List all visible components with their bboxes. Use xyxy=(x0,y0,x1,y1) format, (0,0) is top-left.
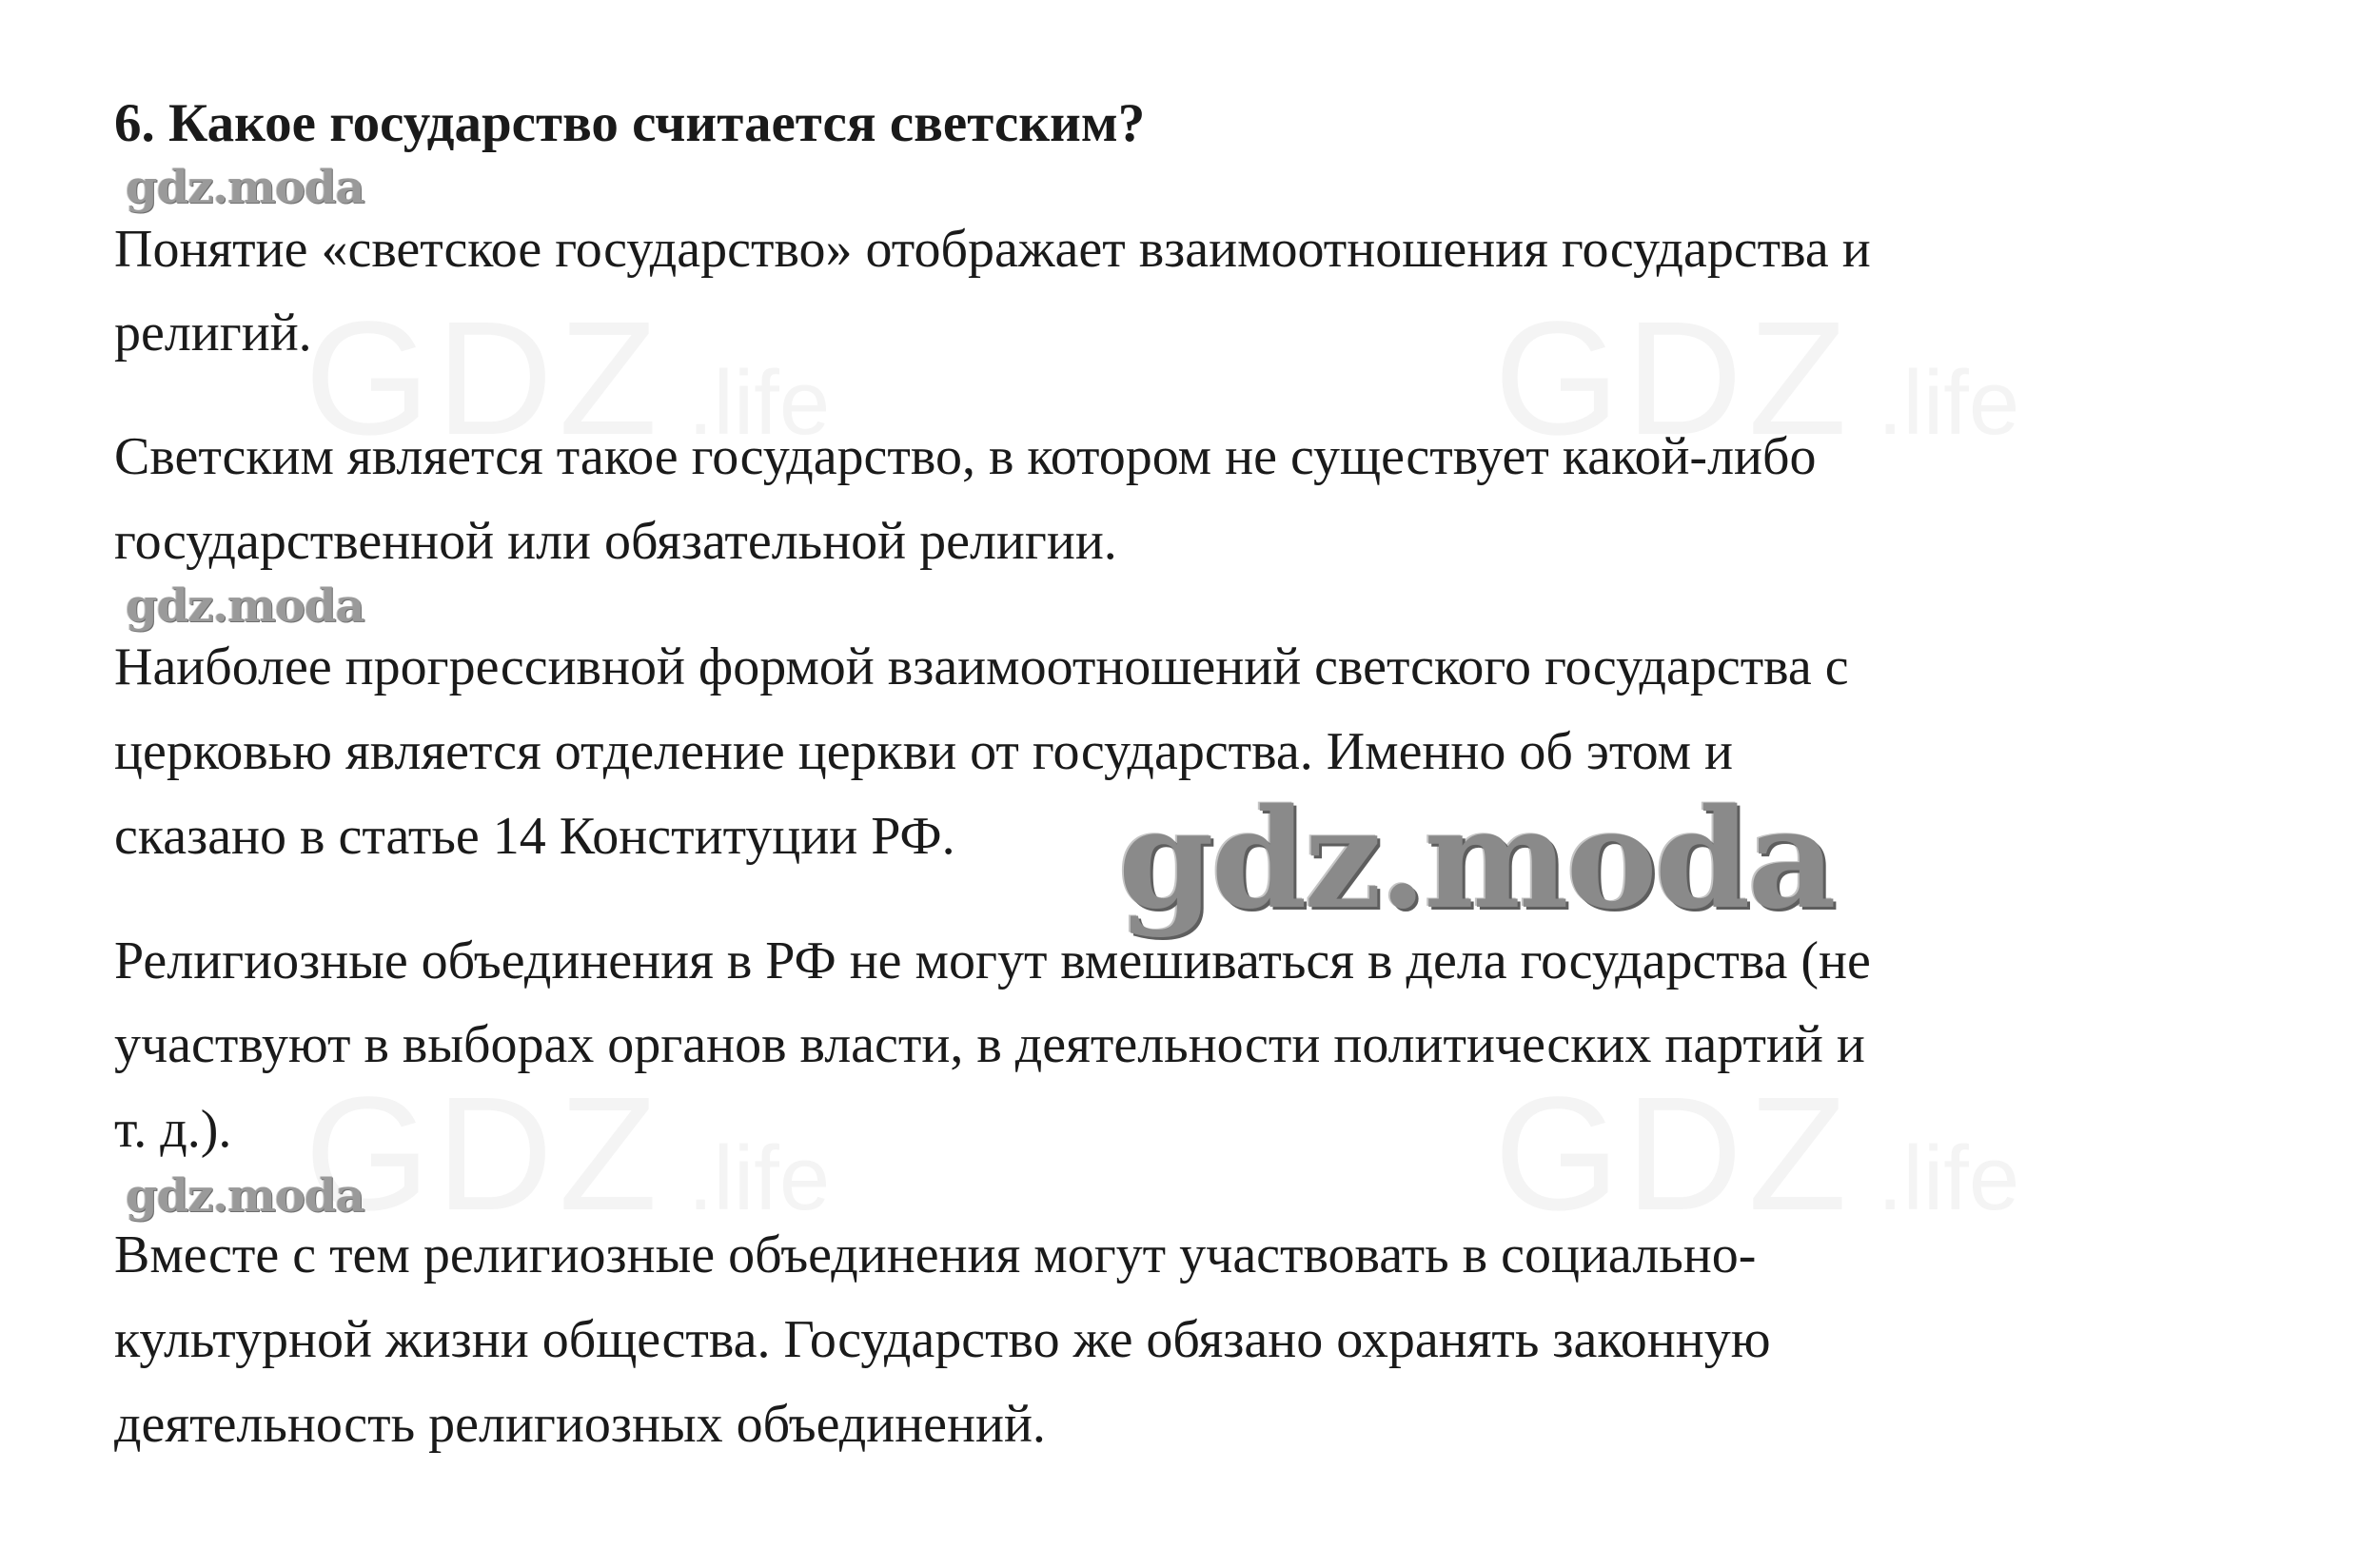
paragraph-line: Светским является такое государство, в котором не существует какой-либо xyxy=(114,427,1817,486)
question-title: 6. Какое государство считается светским? xyxy=(114,93,1146,153)
background-watermark: GDZ .life xyxy=(305,1064,831,1245)
paragraph-line: Наиболее прогрессивной формой взаимоотношений светского государства с xyxy=(114,637,1849,696)
paragraph-line: религий. xyxy=(114,304,312,363)
paragraph-line: участвуют в выборах органов власти, в деятельности политических партий и xyxy=(114,1015,1865,1074)
paragraph-line: деятельность религиозных объединений. xyxy=(114,1395,1046,1454)
paragraph-line: т. д.). xyxy=(114,1100,232,1159)
logo-watermark: gdz.moda xyxy=(126,579,364,633)
background-watermark: GDZ .life xyxy=(305,288,831,469)
logo-watermark: gdz.moda xyxy=(126,1169,364,1223)
paragraph-line: Понятие «светское государство» отображает взаимоотношения государства и xyxy=(114,220,1871,279)
paragraph-line: культурной жизни общества. Государство же обязано охранять законную xyxy=(114,1310,1771,1369)
paragraph-line: сказано в статье 14 Конституции РФ. xyxy=(114,807,955,866)
paragraph-line: государственной или обязательной религии. xyxy=(114,512,1117,571)
logo-watermark: gdz.moda xyxy=(126,161,364,214)
background-watermark: GDZ .life xyxy=(1494,288,2020,469)
paragraph-line: Вместе с тем религиозные объединения могут участвовать в социально- xyxy=(114,1225,1757,1284)
background-watermark: GDZ .life xyxy=(1494,1064,2020,1245)
paragraph-line: церковью является отделение церкви от государства. Именно об этом и xyxy=(114,722,1733,781)
logo-watermark-large: gdz.moda xyxy=(1118,778,1834,939)
paragraph-line: Религиозные объединения в РФ не могут вмешиваться в дела государства (не xyxy=(114,931,1871,990)
